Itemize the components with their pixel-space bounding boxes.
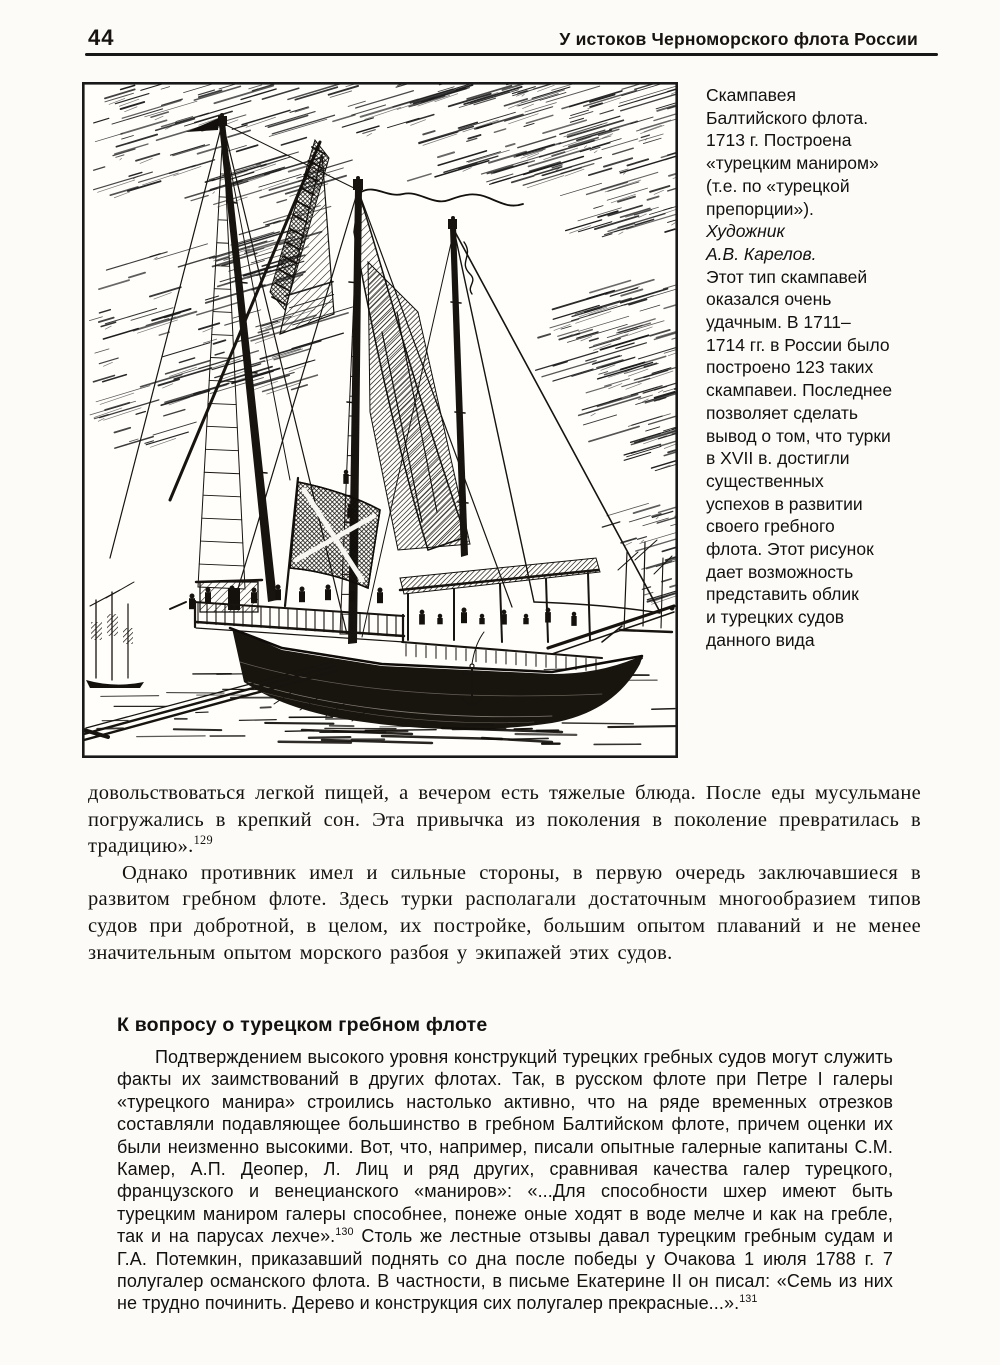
caption-line: 1713 г. Построена (706, 130, 852, 151)
text-run: довольствоваться легкой пищей, а вечером есть тяжелые блюда. После еды мусульмане погружались в крепкий сон. Эта привычка из поколения в поколение превратилась в традицию». (88, 782, 921, 858)
footnote-ref: 129 (193, 833, 213, 848)
running-title: У истоков Черноморского флота России (559, 29, 918, 49)
caption-line: удачным. В 1711– (706, 312, 851, 333)
page-number: 44 (88, 25, 115, 50)
caption-line: и турецких судов (706, 607, 845, 628)
body-text (88, 780, 921, 966)
header-rule (85, 53, 938, 56)
caption-line: А.В. Карелов. (706, 243, 817, 264)
caption-line: оказался очень (706, 289, 832, 310)
scampavea-engraving-illustration (82, 82, 678, 758)
caption-line: Художник (706, 221, 785, 242)
caption-line: представить облик (706, 584, 859, 605)
caption-line: скампавеи. Последнее (706, 380, 893, 401)
text-run: Столь же лестные отзывы давал турецким гребным судам и Г.А. Потемкин, приказавший поднять со дна после победы у Очакова 1 июля 1788 г. 7 полугалер османского флота. В частности, в письме Екатерине II он писал: «Семь из них не трудно починить. Дерево и конструкция сих полугалер прекрасные...». (117, 1226, 893, 1314)
caption-line: препорции»). (706, 198, 814, 219)
caption-line: существенных (706, 470, 824, 491)
footnote-ref: 130 (335, 1226, 354, 1239)
caption-line: построено 123 таких (706, 357, 874, 378)
caption-line: Балтийского флота. (706, 107, 869, 128)
caption-line: (т.е. по «турецкой (706, 175, 850, 196)
paragraph-opponent-strengths (88, 860, 921, 966)
caption-line: флота. Этот рисунок (706, 539, 874, 560)
caption-line: данного вида (706, 629, 815, 650)
text-run: Подтверждением высокого уровня конструкций турецких гребных судов могут служить факты их заимствований в других флотах. Так, в русском флоте при Петре I галеры «турецкого манира» строились настолько активно, что на ряде временных отрезков составляли подавляющее большинство в гребном Балтийском флоте, причем оценки их были неизменно высокими. Вот, что, например, писали опытные галерные капитаны С.М. Камер, А.П. Деопер, Л. Лиц и ряд других, сравнивая качества галер турецкого, французского и венецианского «маниров»: «...Для способности шхер имеют быть турецким маниром галеры способнее, понеже оные ходят в воде мелче и как на гребле, так и на парусах лехче». (117, 1047, 893, 1247)
caption-line: дает возможность (706, 561, 854, 582)
caption-line: в XVII в. достигли (706, 448, 850, 469)
paragraph-meal-tradition (88, 780, 921, 860)
caption-line: «турецким маниром» (706, 153, 879, 174)
caption-line: позволяет сделать (706, 402, 859, 423)
caption-line: 1714 гг. в России было (706, 334, 890, 355)
caption-line: успехов в развитии (706, 493, 863, 514)
caption-line: Скампавея (706, 85, 796, 105)
text-run: Однако противник имел и сильные стороны, в первую очередь заключавшиеся в развитом гребном флоте. Здесь турки располагали достаточным многообразием типов судов при добротной, в целом, их постройке, большим опытом плаваний и не менее значительным опытом морского разбоя у экипажей этих судов. (88, 861, 921, 964)
caption-line: своего гребного (706, 516, 835, 537)
scampavea-figure (82, 82, 678, 758)
footnote-ref: 131 (739, 1293, 758, 1306)
section-heading: К вопросу о турецком гребном флоте (117, 1014, 488, 1036)
section-turkish-rowing-fleet (117, 1014, 893, 1315)
figure-caption (706, 84, 940, 652)
caption-line: вывод о том, что турки (706, 425, 891, 446)
caption-line: Этот тип скампавей (706, 266, 868, 287)
paragraph-turkish-galleys (117, 1046, 893, 1315)
